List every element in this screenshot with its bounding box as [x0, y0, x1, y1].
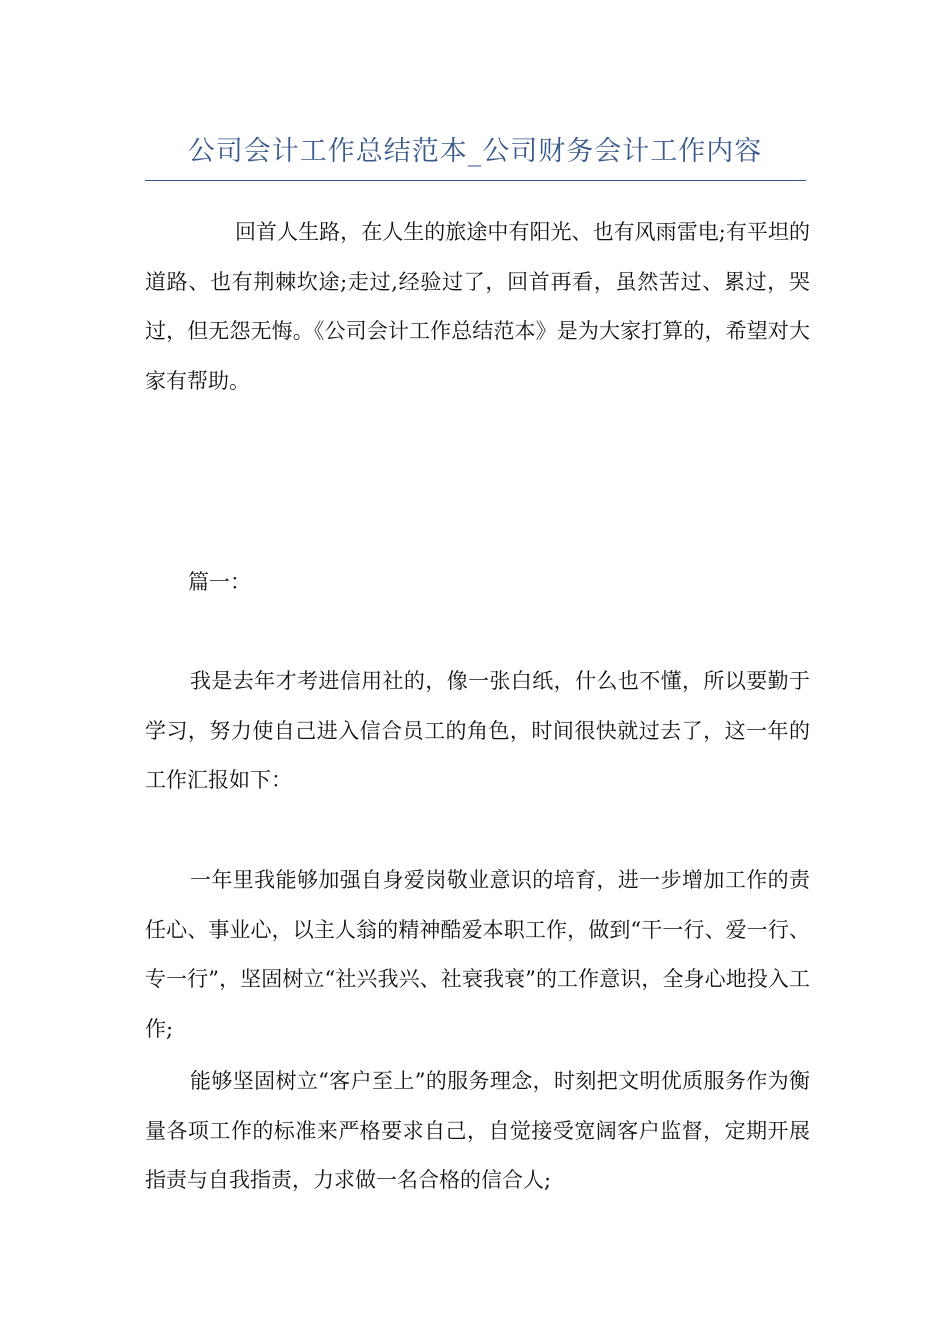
body-paragraph-3: 能够坚固树立“客户至上”的服务理念，时刻把文明优质服务作为衡量各项工作的标准来严格要求自己，自觉接受宽阔客户监督，定期开展指责与自我指责，力求做一名合格的信合人;: [145, 1069, 810, 1192]
body-paragraph-2: 一年里我能够加强自身爱岗敬业意识的培育，进一步增加工作的责任心、事业心，以主人翁的精神酷爱本职工作，做到“干一行、爱一行、专一行”，坚固树立“社兴我兴、社衰我衰”的工作意识，全身心地投入工作;: [145, 868, 810, 1041]
document-title: 公司会计工作总结范本_公司财务会计工作内容: [187, 136, 763, 167]
intro-paragraph: 回首人生路，在人生的旅途中有阳光、也有风雨雷电;有平坦的道路、也有荆棘坎途;走过,经验过了，回首再看，虽然苦过、累过，哭过，但无怨无悔。《公司会计工作总结范本》是为大家打算的，希望对大家有帮助。: [145, 220, 810, 393]
body-paragraph-1: 我是去年才考进信用社的，像一张白纸，什么也不懂，所以要勤于学习，努力使自己进入信合员工的角色，时间很快就过去了，这一年的工作汇报如下：: [145, 669, 810, 792]
title-underline: [145, 180, 806, 181]
section-heading: 篇一：: [188, 570, 251, 594]
